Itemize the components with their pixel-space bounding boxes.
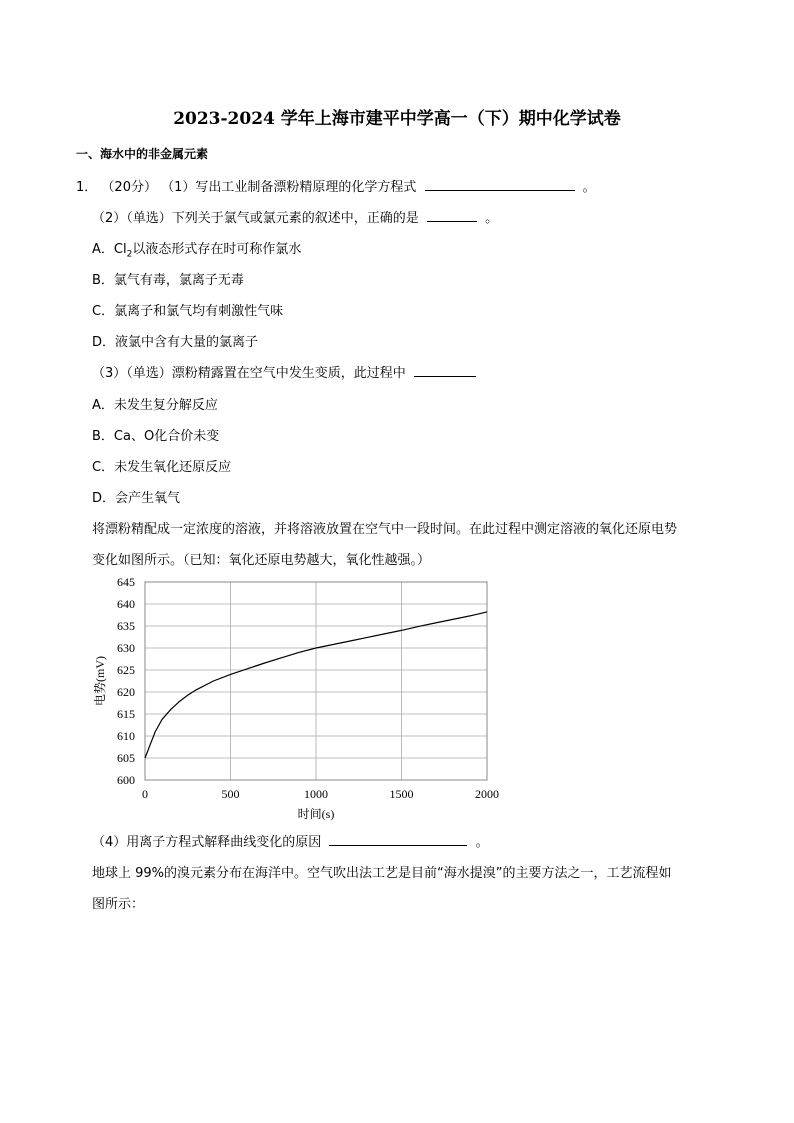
part-4-text: （4）用离子方程式解释曲线变化的原因: [92, 835, 322, 850]
question-score: （20分）: [101, 180, 157, 195]
part-2-option-d[interactable]: D．液氯中含有大量的氯离子: [92, 335, 259, 350]
y-tick-label: 620: [117, 685, 135, 699]
y-tick-label: 615: [117, 707, 135, 721]
section-heading: 一、海水中的非金属元素: [76, 147, 209, 161]
x-tick-labels: [142, 787, 499, 801]
y-tick-label: 645: [117, 575, 135, 589]
part-3-text: （3）（单选）漂粉精露置在空气中发生变质，此过程中: [92, 366, 406, 381]
y-tick-label: 625: [117, 663, 135, 677]
y-tick-label: 630: [117, 641, 135, 655]
y-tick-label: 610: [117, 729, 135, 743]
question-number: 1．: [76, 180, 98, 195]
question-1-part-3: [92, 362, 480, 381]
x-tick-label: 2000: [475, 787, 499, 801]
part-2-text: （2）（单选）下列关于氯气或氯元素的叙述中，正确的是: [92, 211, 419, 226]
x-tick-label: 1500: [389, 787, 414, 801]
question-1-part-4: [92, 831, 489, 850]
paragraph-1-line-2: 变化如图所示。（已知：氧化还原电势越大，氧化性越强。）: [92, 553, 431, 568]
page-title: 2023-2024 学年上海市建平中学高一（下）期中化学试卷: [173, 109, 621, 129]
answer-blank-1[interactable]: [425, 178, 575, 191]
option-a-subscript: 2: [126, 249, 133, 260]
potential-time-chart: [90, 572, 510, 824]
part-2-option-a[interactable]: [92, 238, 301, 260]
part-1-text: （1）写出工业制备漂粉精原理的化学方程式: [161, 180, 417, 195]
y-tick-label: 605: [117, 751, 135, 765]
option-a-prefix: A．Cl: [92, 242, 127, 257]
y-tick-label: 640: [117, 597, 135, 611]
part-2-end: 。: [485, 211, 499, 226]
answer-blank-3[interactable]: [414, 364, 476, 377]
part-1-end: 。: [582, 180, 596, 195]
x-tick-label: 0: [142, 787, 148, 801]
y-tick-label: 635: [117, 619, 135, 633]
part-2-option-c[interactable]: C．氯离子和氯气均有刺激性气味: [92, 304, 284, 319]
part-2-option-b[interactable]: B．氯气有毒，氯离子无毒: [92, 273, 244, 288]
answer-blank-4[interactable]: [329, 833, 467, 846]
part-4-end: 。: [475, 835, 489, 850]
x-axis-label: 时间(s): [297, 807, 335, 821]
y-tick-labels: [117, 575, 135, 787]
part-3-option-a[interactable]: A．未发生复分解反应: [92, 398, 218, 413]
part-3-option-d[interactable]: D．会产生氧气: [92, 491, 181, 506]
paragraph-1-line-1: 将漂粉精配成一定浓度的溶液，并将溶液放置在空气中一段时间。在此过程中测定溶液的氧化还原电势: [92, 522, 678, 537]
answer-blank-2[interactable]: [427, 209, 477, 222]
x-tick-label: 1000: [304, 787, 328, 801]
paragraph-2-line-2: 图所示：: [92, 897, 145, 912]
option-a-rest: 以液态形式存在时可称作氯水: [132, 242, 302, 257]
paragraph-2-line-1: 地球上 99%的溴元素分布在海洋中。空气吹出法工艺是目前“海水提溴”的主要方法之一，工艺流程如: [92, 866, 672, 881]
part-3-option-b[interactable]: B．Ca、O化合价未变: [92, 429, 220, 444]
question-1-part-1: [76, 176, 596, 195]
y-tick-label: 600: [117, 773, 135, 787]
x-tick-label: 500: [221, 787, 240, 801]
y-axis-label: 电势(mV): [93, 656, 107, 706]
question-1-part-2: [92, 207, 498, 226]
part-3-option-c[interactable]: C．未发生氧化还原反应: [92, 460, 232, 475]
chart-grid: [145, 582, 487, 780]
